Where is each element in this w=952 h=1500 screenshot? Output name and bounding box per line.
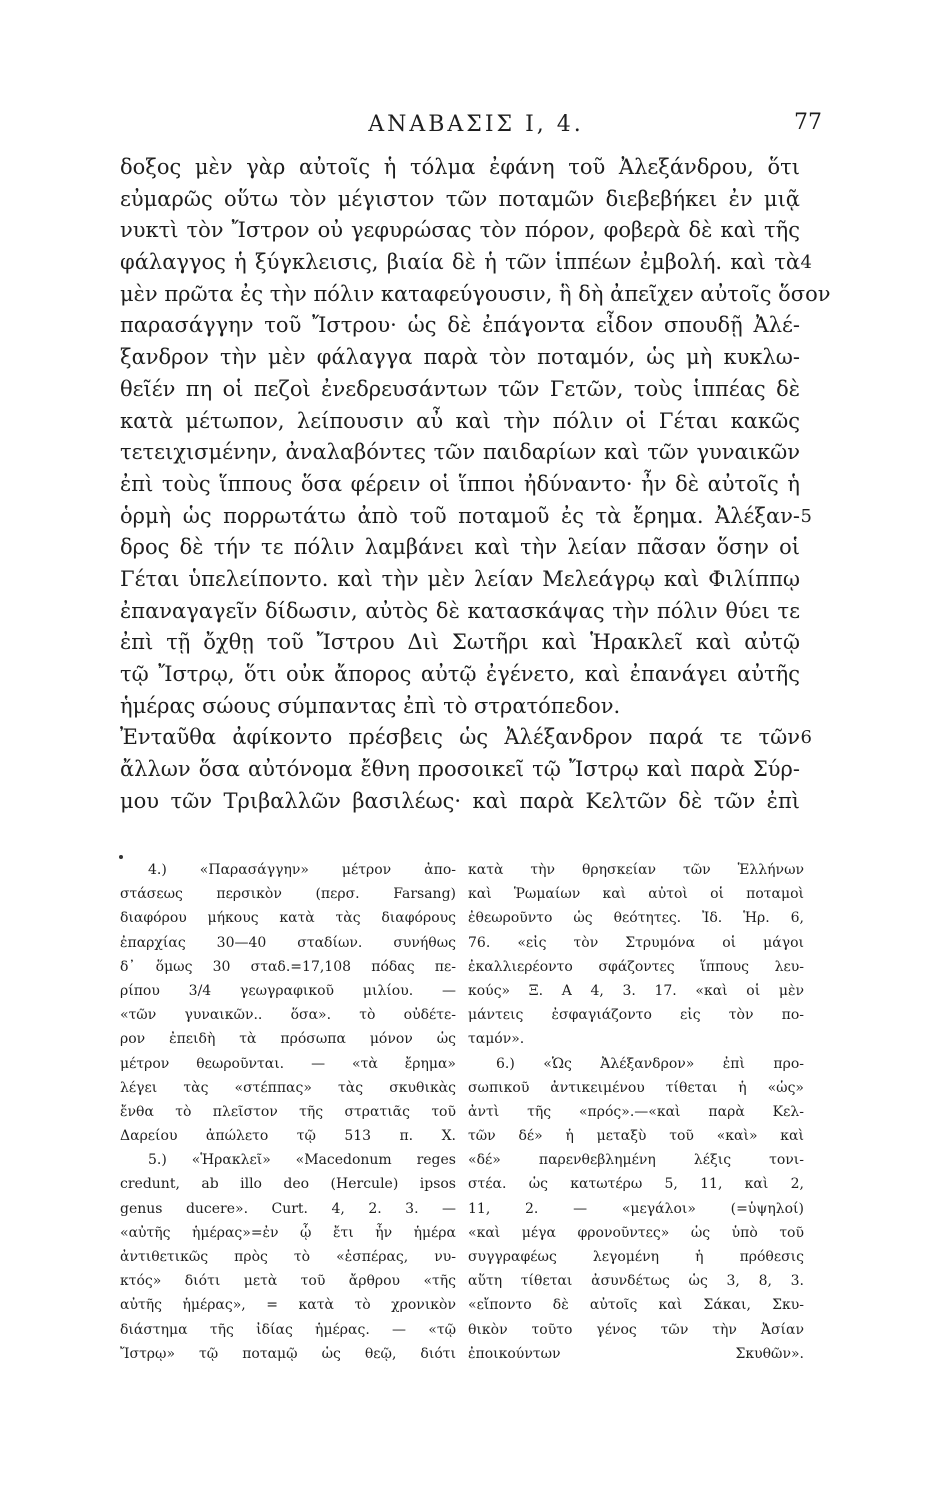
footnote-line: διαφόρου μήκους κατὰ τὰς διαφόρους — [120, 910, 456, 927]
footnote-line: Ἴστρῳ» τῷ ποταμῷ ὡς θεῷ, διότι — [120, 1345, 456, 1362]
line-text: κατὰ μέτωπον, λείπουσιν αὖ καὶ τὴν πόλιν οἱ Γέται κακῶς — [120, 408, 800, 433]
footnote-line: στάσεως περσικὸν (περσ. Farsang) — [120, 886, 456, 903]
footnote-line: Δαρείου ἀπώλετο τῷ 513 π. Χ. — [120, 1128, 456, 1145]
footnote-line: λέγει τὰς «στέππας» τὰς σκυθικὰς — [120, 1079, 456, 1096]
line-text: δρος δὲ τήν τε πόλιν λαμβάνει καὶ τὴν λείαν πᾶσαν ὅσην οἱ — [120, 535, 800, 560]
text-line — [120, 691, 800, 723]
main-text — [120, 152, 831, 817]
text-line — [120, 596, 800, 628]
text-line — [120, 152, 800, 184]
line-text: ὁρμὴ ὡς πορρωτάτω ἀπὸ τοῦ ποταμοῦ ἐς τὰ ἔρημα. Ἀλέξαν- — [120, 503, 800, 528]
footnote-line: 76. «εἰς τὸν Στρυμόνα οἱ μάγοι — [468, 934, 804, 951]
text-line — [120, 469, 800, 501]
line-text: εὐμαρῶς οὕτω τὸν μέγιστον τῶν ποταμῶν διεβεβήκει ἐν μιᾷ — [120, 186, 800, 211]
footnote-line: ρον ἐπειδὴ τὰ πρόσωπα μόνον ὡς — [120, 1031, 456, 1048]
section-number: 4 — [800, 252, 812, 274]
footnote-line: ἐποικούντων Σκυθῶν». — [468, 1345, 804, 1362]
footnote-line: 11, 2. — «μεγάλοι» (=ὑψηλοί) — [468, 1200, 804, 1217]
footnote-line: κτός» διότι μετὰ τοῦ ἄρθρου «τῆς — [120, 1273, 456, 1290]
line-text: ἐπὶ τοὺς ἵππους ὅσα φέρειν οἱ ἵπποι ἠδύναντο· ἦν δὲ αὐτοῖς ἡ — [120, 471, 800, 496]
footnote-line: «εἴποντο δὲ αὐτοῖς καὶ Σάκαι, Σκυ- — [468, 1297, 804, 1314]
line-text: παρασάγγην τοῦ Ἴστρου· ὡς δὲ ἐπάγοντα εἶδον σπουδῇ Ἀλέ- — [120, 313, 800, 338]
line-text: ἡμέρας σώους σύμπαντας ἐπὶ τὸ στρατόπεδον. — [120, 693, 621, 718]
footnote-line: ἀντιθετικῶς πρὸς τὸ «ἑσπέρας, νυ- — [120, 1249, 456, 1265]
text-line — [120, 532, 800, 564]
footnote-line: ταμόν». — [468, 1031, 525, 1048]
footnote-line: ἐπαρχίας 30—40 σταδίων. συνήθως — [120, 934, 456, 951]
text-line — [120, 279, 831, 311]
line-text: Ἐνταῦθα ἀφίκοντο πρέσβεις ὡς Ἀλέξανδρον παρά τε τῶν — [120, 725, 800, 750]
footnote-line: αὕτη τίθεται ἀσυνδέτως ὡς 3, 8, 3. — [468, 1273, 804, 1290]
line-text: μου τῶν Τριβαλλῶν βασιλέως· καὶ παρὰ Κελτῶν δὲ τῶν ἐπὶ — [120, 788, 800, 813]
footnote-line: στέα. ὡς κατωτέρω 5, 11, καὶ 2, — [468, 1176, 804, 1193]
footnote-line: αὐτῆς ἡμέρας», = κατὰ τὸ χρονικὸν — [120, 1297, 456, 1314]
line-text: τῷ Ἴστρῳ, ὅτι οὐκ ἄπορος αὐτῷ ἐγένετο, καὶ ἐπανάγει αὐτῆς — [120, 662, 800, 686]
footnote-line: «δέ» παρενθεβλημένη λέξις τονι- — [468, 1152, 804, 1169]
line-text: φάλαγγος ἡ ξύγκλεισις, βιαία δὲ ἡ τῶν ἱππέων ἐμβολή. καὶ τὰ — [120, 250, 800, 275]
text-line — [120, 184, 800, 216]
footnote-line: ἐθεωροῦντο ὡς θεότητες. Ἰδ. Ἡρ. 6, — [468, 910, 804, 927]
footnote-line: δ᾽ ὅμως 30 σταδ.=17,108 πόδας πε- — [120, 958, 456, 975]
footnote-line: ἐκαλλιερέοντο σφάζοντες ἵππους λευ- — [468, 958, 804, 975]
footnotes-right-column — [468, 858, 804, 1366]
page-number: 77 — [794, 110, 822, 135]
footnote-line: κούς» Ξ. Α 4, 3. 17. «καὶ οἱ μὲν — [468, 982, 804, 999]
text-line — [120, 437, 800, 469]
text-line — [120, 659, 800, 691]
text-line — [120, 501, 812, 533]
footnote-line: 5.) «Ἡρακλεῖ» «Macedonum reges — [148, 1152, 456, 1169]
footnote-line: «καὶ μέγα φρονοῦντες» ὡς ὑπὸ τοῦ — [468, 1224, 804, 1241]
line-text: Γέται ὑπελείποντο. καὶ τὴν μὲν λείαν Μελεάγρῳ καὶ Φιλίππῳ — [120, 566, 800, 591]
line-text: δοξος μὲν γὰρ αὐτοῖς ἡ τόλμα ἐφάνη τοῦ Ἀλεξάνδρου, ὅτι — [120, 155, 800, 179]
line-text: ξανδρον τὴν μὲν φάλαγγα παρὰ τὸν ποταμόν, ὡς μὴ κυκλω- — [120, 345, 800, 370]
text-line — [120, 786, 800, 818]
footnote-line: «αὐτῆς ἡμέρας»=ἐν ᾧ ἔτι ἦν ἡμέρα — [120, 1224, 456, 1241]
footnote-line: σωπικοῦ ἀντικειμένου τίθεται ἡ «ὡς» — [468, 1079, 804, 1096]
footnote-line: κατὰ τὴν θρησκείαν τῶν Ἑλλήνων — [468, 862, 804, 878]
text-line — [120, 564, 800, 596]
text-line — [120, 247, 812, 279]
footnote-line: 6.) «Ὡς Ἀλέξανδρον» ἐπὶ προ- — [496, 1055, 804, 1072]
line-text: τετειχισμένην, ἀναλαβόντες τῶν παιδαρίων καὶ τῶν γυναικῶν — [120, 440, 800, 465]
text-line — [120, 406, 800, 438]
line-text: ἐπὶ τῇ ὄχθῃ τοῦ Ἴστρου Διὶ Σωτῆρι καὶ Ἡρακλεῖ καὶ αὐτῷ — [120, 630, 800, 655]
running-head: ΑΝΑΒΑΣΙΣ Ι, 4. — [368, 112, 584, 137]
footnote-line: ἀντὶ τῆς «πρός».—«καὶ παρὰ Κελ- — [468, 1103, 804, 1120]
footnote-line: ἔνθα τὸ πλεῖστον τῆς στρατιᾶς τοῦ — [120, 1103, 456, 1120]
footnote-line: «τῶν γυναικῶν.. ὅσα». τὸ οὐδέτε- — [120, 1007, 456, 1024]
footnote-line: 4.) «Παρασάγγην» μέτρον ἀπο- — [148, 862, 456, 878]
text-line — [120, 310, 800, 342]
footnote-line: μάντεις ἐσφαγιάζοντο εἰς τὸν πο- — [468, 1007, 804, 1024]
footnotes-left-column — [120, 858, 456, 1366]
footnote-line: τῶν δέ» ἡ μεταξὺ τοῦ «καὶ» καὶ — [468, 1128, 804, 1145]
line-text: ἐπαναγαγεῖν δίδωσιν, αὐτὸς δὲ κατασκάψας τὴν πόλιν θύει τε — [120, 598, 800, 623]
footnote-line: συγγραφέως λεγομένη ἡ πρόθεσις — [468, 1249, 804, 1265]
footnote-line: μέτρον θεωροῦνται. — «τὰ ἔρημα» — [120, 1055, 456, 1072]
text-line — [120, 342, 800, 374]
text-line — [120, 215, 800, 247]
footnote-line: credunt, ab illo deo (Hercule) ipsos — [120, 1176, 456, 1193]
line-text: θεῖέν πη οἱ πεζοὶ ἐνεδρευσάντων τῶν Γετῶν, τοὺς ἱππέας δὲ — [120, 376, 800, 401]
text-line — [120, 754, 800, 786]
text-line — [120, 722, 812, 754]
footnote-line: καὶ Ῥωμαίων καὶ αὐτοὶ οἱ ποταμοὶ — [468, 886, 804, 903]
line-text: ἄλλων ὅσα αὐτόνομα ἔθνη προσοικεῖ τῷ Ἴστρῳ καὶ παρὰ Σύρ- — [120, 757, 800, 782]
footnote-line: θικὸν τοῦτο γένος τῶν τὴν Ἀσίαν — [468, 1321, 804, 1338]
text-line — [120, 374, 800, 406]
footnote-line: διάστημα τῆς ἰδίας ἡμέρας. — «τῷ — [120, 1321, 456, 1338]
section-number: 6 — [800, 727, 812, 749]
text-line — [120, 627, 800, 659]
line-text: μὲν πρῶτα ἐς τὴν πόλιν καταφεύγουσιν, ἣ δὴ ἀπεῖχεν αὐτοῖς ὅσον — [120, 281, 831, 306]
footnote-line: ρίπου 3/4 γεωγραφικοῦ μιλίου. — — [120, 982, 456, 999]
section-number: 5 — [800, 505, 812, 527]
footnote-line: genus ducere». Curt. 4, 2. 3. — — [120, 1200, 456, 1217]
line-text: νυκτὶ τὸν Ἴστρον οὐ γεφυρώσας τὸν πόρον, φοβερὰ δὲ καὶ τῆς — [120, 218, 800, 243]
